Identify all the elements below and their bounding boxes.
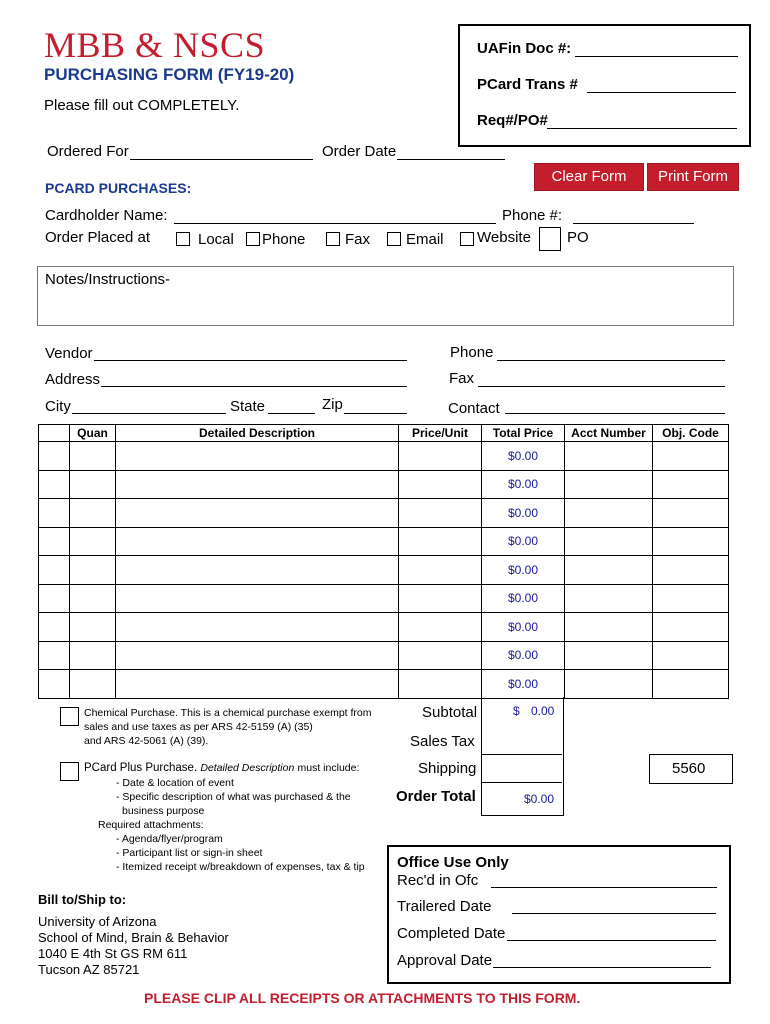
description-cell[interactable] <box>116 499 399 528</box>
quan-cell[interactable] <box>70 641 116 670</box>
obj-cell[interactable] <box>653 556 729 585</box>
local-checkbox[interactable] <box>176 232 190 246</box>
items-table <box>38 424 729 699</box>
table-row <box>39 584 729 613</box>
items-table-header <box>39 425 729 442</box>
description-cell[interactable] <box>116 641 399 670</box>
subtotal-currency: $ <box>513 704 520 718</box>
po-checkbox[interactable] <box>539 227 561 251</box>
vendor-phone-label: Phone <box>450 344 494 361</box>
fax-option-label: Fax <box>345 231 371 248</box>
clear-form-button[interactable]: Clear Form <box>534 163 644 191</box>
row-cell[interactable] <box>39 527 70 556</box>
vendor-contact-label: Contact <box>448 400 500 417</box>
recd-label: Rec'd in Ofc <box>397 872 479 889</box>
pcard-section-title: PCARD PURCHASES: <box>45 180 192 196</box>
acct-cell[interactable] <box>565 470 653 499</box>
acct-cell[interactable] <box>565 641 653 670</box>
totals-divider <box>481 782 562 783</box>
description-cell[interactable] <box>116 584 399 613</box>
price-cell[interactable] <box>399 499 482 528</box>
obj-cell[interactable] <box>653 584 729 613</box>
uafin-label: UAFin Doc #: <box>477 40 572 57</box>
price-cell[interactable] <box>399 584 482 613</box>
order-total-label: Order Total <box>396 788 476 805</box>
table-row <box>39 641 729 670</box>
chemical-text-3: and ARS 42-5061 (A) (39). <box>84 735 209 747</box>
description-cell[interactable] <box>116 470 399 499</box>
price-cell[interactable] <box>399 556 482 585</box>
price-cell[interactable] <box>399 670 482 699</box>
price-cell[interactable] <box>399 613 482 642</box>
row-cell[interactable] <box>39 442 70 471</box>
state-field[interactable] <box>268 399 315 414</box>
row-cell[interactable] <box>39 584 70 613</box>
req-po-label: Req#/PO# <box>477 112 548 129</box>
order-placed-label: Order Placed at <box>45 229 151 246</box>
bill-to-title: Bill to/Ship to: <box>38 892 127 907</box>
bill-to-line-3: 1040 E 4th St GS RM 611 <box>38 946 188 961</box>
obj-cell[interactable] <box>653 499 729 528</box>
description-cell[interactable] <box>116 613 399 642</box>
footer-note: PLEASE CLIP ALL RECEIPTS OR ATTACHMENTS TO THIS FORM. <box>144 990 581 1006</box>
acct-cell[interactable] <box>565 556 653 585</box>
quan-cell[interactable] <box>70 499 116 528</box>
chemical-text-2: sales and use taxes as per ARS 42-5159 (A) (35) <box>84 721 313 733</box>
email-option-label: Email <box>406 231 444 248</box>
pcard-plus-item-3: business purpose <box>122 805 205 817</box>
logo: MBB & NSCS <box>44 25 266 65</box>
local-label: Local <box>198 231 234 248</box>
table-row <box>39 556 729 585</box>
row-cell[interactable] <box>39 556 70 585</box>
order-date-field[interactable] <box>397 145 505 160</box>
pcard-plus-title <box>84 762 359 774</box>
bill-to-line-1: University of Arizona <box>38 914 157 929</box>
subtotal-value: 0.00 <box>531 704 555 718</box>
totals-divider <box>481 754 562 755</box>
trailered-label: Trailered Date <box>397 898 492 915</box>
pcard-plus-checkbox[interactable] <box>60 762 79 781</box>
table-row <box>39 670 729 699</box>
pcard-plus-item-1: - Date & location of event <box>116 777 234 789</box>
total-cell: $0.00 <box>482 670 565 699</box>
phone-checkbox[interactable] <box>246 232 260 246</box>
ordered-for-field[interactable] <box>130 145 313 160</box>
shipping-code: 5560 <box>672 760 706 777</box>
city-label: City <box>45 398 71 415</box>
completed-field[interactable] <box>507 927 716 941</box>
cardholder-label: Cardholder Name: <box>45 207 168 224</box>
vendor-fax-label: Fax <box>449 370 475 387</box>
description-cell[interactable] <box>116 527 399 556</box>
website-option-label: Website <box>477 229 531 246</box>
quan-cell[interactable] <box>70 527 116 556</box>
description-cell[interactable] <box>116 442 399 471</box>
price-cell[interactable] <box>399 470 482 499</box>
row-cell[interactable] <box>39 670 70 699</box>
quan-cell[interactable] <box>70 670 116 699</box>
total-cell: $0.00 <box>482 556 565 585</box>
price-cell[interactable] <box>399 442 482 471</box>
total-cell: $0.00 <box>482 470 565 499</box>
sales-tax-label: Sales Tax <box>410 733 475 750</box>
total-price-header: Total Price <box>482 425 565 442</box>
order-date-label: Order Date <box>322 143 397 160</box>
pcard-plus-title-italic: Detailed Description <box>200 762 295 774</box>
po-option-label: PO <box>567 229 589 246</box>
address-label: Address <box>45 371 101 388</box>
state-label: State <box>230 398 266 415</box>
required-attachments-label: Required attachments: <box>98 819 204 831</box>
print-form-button[interactable]: Print Form <box>647 163 739 191</box>
attachment-3: - Itemized receipt w/breakdown of expenses, tax & tip <box>116 861 365 873</box>
phone-option-label: Phone <box>262 231 306 248</box>
obj-code-header: Obj. Code <box>653 425 729 442</box>
notes-label: Notes/Instructions- <box>45 271 171 288</box>
quan-cell[interactable] <box>70 470 116 499</box>
table-row <box>39 613 729 642</box>
table-row <box>39 527 729 556</box>
fax-checkbox[interactable] <box>326 232 340 246</box>
office-use-title: Office Use Only <box>397 854 509 871</box>
acct-cell[interactable] <box>565 442 653 471</box>
bill-to-line-2: School of Mind, Brain & Behavior <box>38 930 229 945</box>
total-cell: $0.00 <box>482 442 565 471</box>
total-cell: $0.00 <box>482 641 565 670</box>
vendor-contact-field[interactable] <box>505 399 725 414</box>
email-checkbox[interactable] <box>387 232 401 246</box>
form-title: PURCHASING FORM (FY19-20) <box>44 65 295 84</box>
ordered-for-label: Ordered For <box>47 143 129 160</box>
acct-cell[interactable] <box>565 613 653 642</box>
row-cell[interactable] <box>39 470 70 499</box>
quan-header: Quan <box>70 425 116 442</box>
pcard-plus-title-main: PCard Plus Purchase. <box>84 762 198 774</box>
quan-cell[interactable] <box>70 556 116 585</box>
table-row <box>39 442 729 471</box>
row-cell[interactable] <box>39 641 70 670</box>
acct-cell[interactable] <box>565 584 653 613</box>
table-row <box>39 470 729 499</box>
attachment-1: - Agenda/flyer/program <box>116 833 223 845</box>
website-checkbox[interactable] <box>460 232 474 246</box>
pcard-trans-field[interactable] <box>587 78 736 93</box>
description-cell[interactable] <box>116 670 399 699</box>
completed-label: Completed Date <box>397 925 506 942</box>
vendor-phone-field[interactable] <box>497 346 725 361</box>
city-field[interactable] <box>72 399 226 414</box>
subtotal-label: Subtotal <box>422 704 478 721</box>
description-header: Detailed Description <box>116 425 399 442</box>
total-cell: $0.00 <box>482 613 565 642</box>
shipping-label: Shipping <box>418 760 477 777</box>
order-total-value: $0.00 <box>524 792 555 806</box>
acct-cell[interactable] <box>565 527 653 556</box>
obj-cell[interactable] <box>653 527 729 556</box>
recd-field[interactable] <box>491 874 717 888</box>
address-field[interactable] <box>101 372 407 387</box>
approval-label: Approval Date <box>397 952 493 969</box>
pcard-plus-title-rest: must include: <box>297 762 360 774</box>
bill-to-line-4: Tucson AZ 85721 <box>38 962 140 977</box>
row-cell[interactable] <box>39 499 70 528</box>
total-cell: $0.00 <box>482 527 565 556</box>
obj-cell[interactable] <box>653 470 729 499</box>
obj-cell[interactable] <box>653 442 729 471</box>
quan-cell[interactable] <box>70 442 116 471</box>
uafin-field[interactable] <box>575 42 738 57</box>
obj-cell[interactable] <box>653 641 729 670</box>
chemical-checkbox[interactable] <box>60 707 79 726</box>
zip-label: Zip <box>322 396 343 413</box>
pcard-plus-item-2: - Specific description of what was purchased & the <box>116 791 351 803</box>
obj-cell[interactable] <box>653 613 729 642</box>
acct-number-header: Acct Number <box>565 425 653 442</box>
attachment-2: - Participant list or sign-in sheet <box>116 847 263 859</box>
quan-cell[interactable] <box>70 613 116 642</box>
pcard-phone-field[interactable] <box>573 209 694 224</box>
table-row <box>39 499 729 528</box>
row-cell[interactable] <box>39 613 70 642</box>
pcard-trans-label: PCard Trans # <box>477 76 578 93</box>
acct-cell[interactable] <box>565 670 653 699</box>
description-cell[interactable] <box>116 556 399 585</box>
req-po-field[interactable] <box>547 114 737 129</box>
vendor-label: Vendor <box>45 345 93 362</box>
total-cell: $0.00 <box>482 499 565 528</box>
quan-cell[interactable] <box>70 584 116 613</box>
acct-cell[interactable] <box>565 499 653 528</box>
trailered-field[interactable] <box>512 900 716 914</box>
cardholder-field[interactable] <box>174 209 496 224</box>
vendor-fax-field[interactable] <box>478 372 725 387</box>
total-cell: $0.00 <box>482 584 565 613</box>
obj-cell[interactable] <box>653 670 729 699</box>
price-cell[interactable] <box>399 527 482 556</box>
chemical-text-1: Chemical Purchase. This is a chemical purchase exempt from <box>84 707 372 719</box>
price-unit-header: Price/Unit <box>399 425 482 442</box>
approval-field[interactable] <box>493 954 711 968</box>
blank-header <box>39 425 70 442</box>
instruction-text: Please fill out COMPLETELY. <box>44 97 240 114</box>
vendor-field[interactable] <box>94 346 407 361</box>
price-cell[interactable] <box>399 641 482 670</box>
pcard-phone-label: Phone #: <box>502 207 563 224</box>
zip-field[interactable] <box>344 399 407 414</box>
